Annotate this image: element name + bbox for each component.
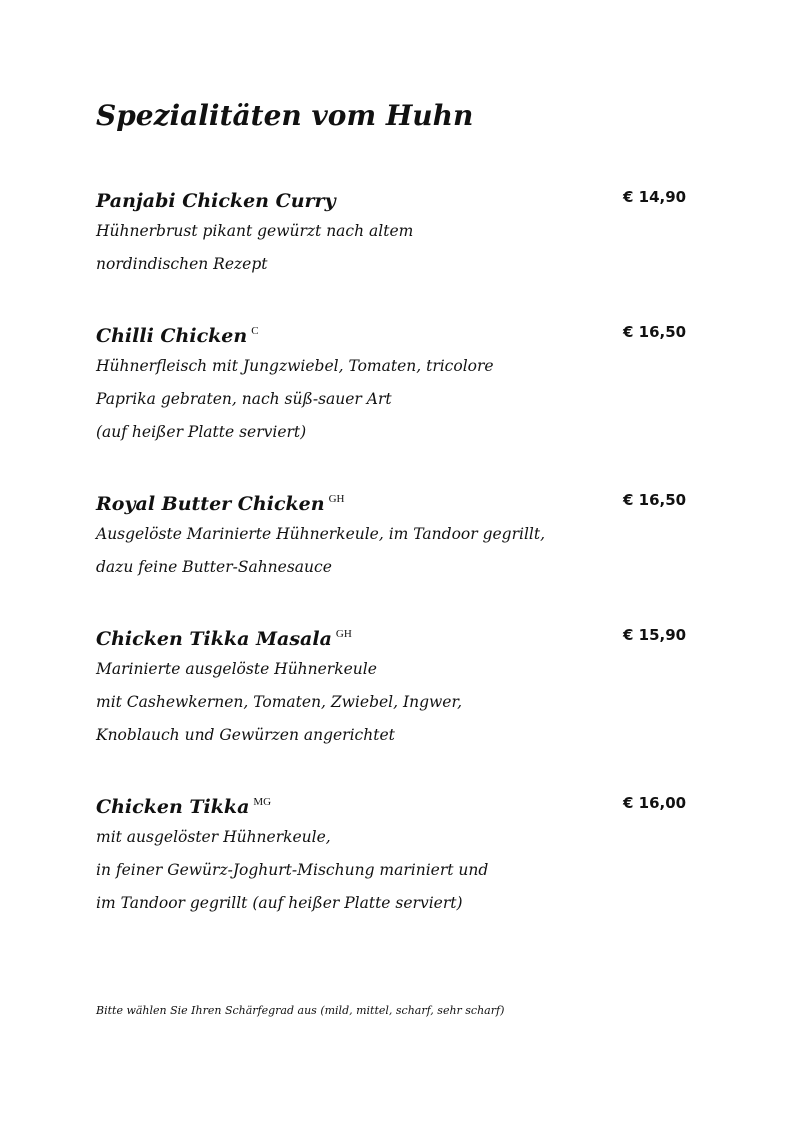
dish-header [96,619,686,649]
description-line: dazu feine Butter-Sahnesauce [96,558,332,576]
dish-item [96,619,686,752]
spice-level-note: Bitte wählen Sie Ihren Schärfegrad aus (mild, mittel, scharf, sehr scharf) [96,1004,505,1017]
dish-name: Chicken Tikka Masala $^{GH}$ [96,628,352,650]
description-line: Knoblauch und Gewürzen angerichtet [96,726,395,744]
dish-item [96,484,686,584]
description-line: nordindischen Rezept [96,255,268,273]
dish-header [96,484,686,514]
dish-item [96,181,686,281]
allergen-codes: MG [253,796,272,808]
dish-price: € 16,00 [623,794,687,812]
description-line: Hühnerfleisch mit Jungzwiebel, Tomaten, tricolore [96,357,494,375]
dish-name: Royal Butter Chicken $^{GH}$ [96,493,345,515]
dish-description [96,518,686,584]
dish-header [96,316,686,346]
dish-description [96,653,686,752]
description-line: Marinierte ausgelöste Hühnerkeule [96,660,377,678]
dish-name: Chicken Tikka $^{MG}$ [96,796,272,818]
dish-header [96,787,686,817]
dish-name: Panjabi Chicken Curry [96,190,336,212]
dish-header [96,181,686,211]
description-line: (auf heißer Platte serviert) [96,423,307,441]
dish-name: Chilli Chicken $^C$ [96,325,259,347]
description-line: in feiner Gewürz-Joghurt-Mischung mariniert und [96,861,489,879]
description-line: Ausgelöste Marinierte Hühnerkeule, im Tandoor gegrillt, [96,525,546,543]
description-line: Hühnerbrust pikant gewürzt nach altem [96,222,414,240]
dish-price: € 16,50 [623,491,687,509]
dish-price: € 16,50 [623,323,687,341]
dish-description [96,821,686,920]
description-line: mit ausgelöster Hühnerkeule, [96,828,331,846]
dish-price: € 15,90 [623,626,687,644]
dish-item [96,787,686,920]
allergen-codes: C [251,325,259,337]
dish-item [96,316,686,449]
dish-description [96,350,686,449]
description-line: Paprika gebraten, nach süß-sauer Art [96,390,392,408]
allergen-codes: GH [335,628,352,640]
description-line: im Tandoor gegrillt (auf heißer Platte serviert) [96,894,463,912]
dish-description [96,215,686,281]
description-line: mit Cashewkernen, Tomaten, Zwiebel, Ingwer, [96,693,463,711]
page-title: Spezialitäten vom Huhn [96,99,474,132]
allergen-codes: GH [328,493,345,505]
dish-price: € 14,90 [623,188,687,206]
